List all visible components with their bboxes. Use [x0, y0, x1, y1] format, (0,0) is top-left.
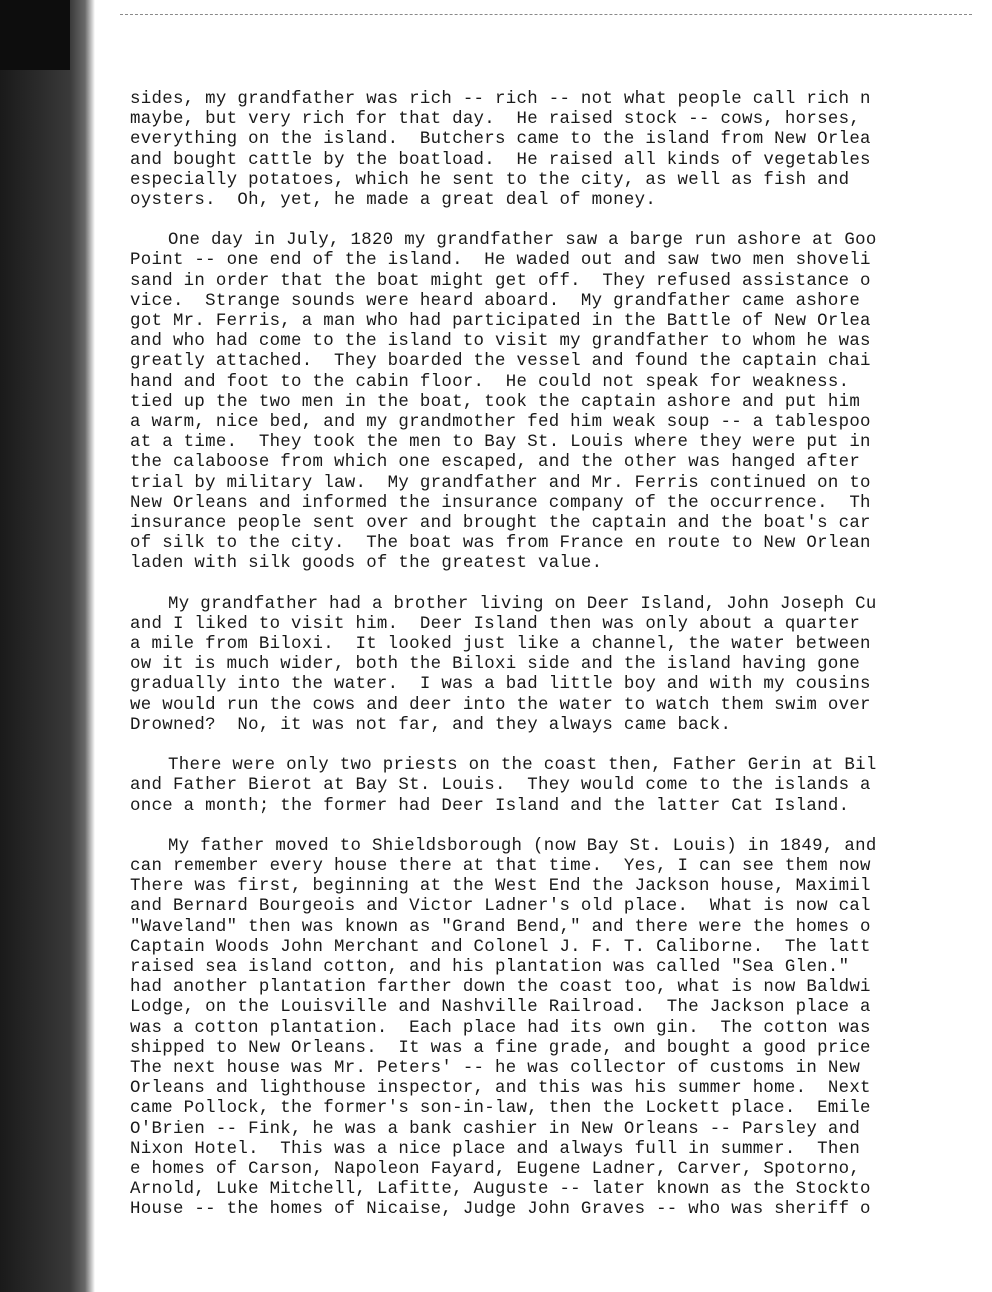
text-line: had another plantation farther down the coast too, what is now Baldwi	[130, 978, 871, 998]
text-line: O'Brien -- Fink, he was a bank cashier in New Orleans -- Parsley and	[130, 1119, 861, 1139]
text-line: sand in order that the boat might get off. They refused assistance o	[130, 271, 871, 291]
text-line: There were only two priests on the coast then, Father Gerin at Bil	[168, 756, 877, 776]
text-line: everything on the island. Butchers came to the island from New Orlea	[130, 130, 871, 150]
scan-binding-edge	[0, 0, 95, 1292]
text-line: and Bernard Bourgeois and Victor Ladner's old place. What is now cal	[130, 897, 871, 917]
text-line: gradually into the water. I was a bad little boy and with my cousins	[130, 675, 871, 695]
text-line: vice. Strange sounds were heard aboard. My grandfather came ashore	[130, 291, 861, 311]
text-line: Arnold, Luke Mitchell, Lafitte, Auguste -- later known as the Stockto	[130, 1180, 871, 1200]
text-line: hand and foot to the cabin floor. He could not speak for weakness.	[130, 372, 850, 392]
text-line: raised sea island cotton, and his plantation was called "Sea Glen."	[130, 957, 850, 977]
text-line: Orleans and lighthouse inspector, and this was his summer home. Next	[130, 1079, 871, 1099]
text-line: The next house was Mr. Peters' -- he was collector of customs in New	[130, 1058, 861, 1078]
paragraph-1	[130, 90, 992, 211]
text-line: New Orleans and informed the insurance company of the occurrence. Th	[130, 493, 871, 513]
text-line: ow it is much wider, both the Biloxi side and the island having gone	[130, 655, 861, 675]
text-line: once a month; the former had Deer Island and the latter Cat Island.	[130, 796, 850, 816]
text-line: and who had come to the island to visit my grandfather to whom he was	[130, 332, 871, 352]
text-line: My father moved to Shieldsborough (now Bay St. Louis) in 1849, and	[168, 836, 877, 856]
scan-corner-shadow	[0, 0, 70, 70]
text-line: "Waveland" then was known as "Grand Bend," and there were the homes o	[130, 917, 871, 937]
text-line: was a cotton plantation. Each place had its own gin. The cotton was	[130, 1018, 871, 1038]
text-line: can remember every house there at that time. Yes, I can see them now	[130, 856, 871, 876]
text-line: tied up the two men in the boat, took the captain ashore and put him	[130, 392, 861, 412]
paragraph-3	[130, 595, 992, 736]
text-line: at a time. They took the men to Bay St. Louis where they were put in	[130, 433, 871, 453]
text-line: got Mr. Ferris, a man who had participated in the Battle of New Orlea	[130, 312, 871, 332]
text-line: a mile from Biloxi. It looked just like a channel, the water between	[130, 635, 871, 655]
text-line: laden with silk goods of the greatest value.	[130, 554, 603, 574]
paragraph-4	[130, 756, 992, 817]
paragraph-2	[130, 231, 992, 574]
text-line: insurance people sent over and brought the captain and the boat's car	[130, 514, 871, 534]
document-body	[130, 90, 992, 1290]
text-line: Captain Woods John Merchant and Colonel J. F. T. Caliborne. The latt	[130, 937, 871, 957]
text-line: the calaboose from which one escaped, and the other was hanged after	[130, 453, 861, 473]
text-line: of silk to the city. The boat was from France en route to New Orlean	[130, 534, 871, 554]
text-line: sides, my grandfather was rich -- rich -- not what people call rich n	[130, 90, 871, 109]
text-line: There was first, beginning at the West End the Jackson house, Maximil	[130, 877, 871, 897]
text-line: Nixon Hotel. This was a nice place and always full in summer. Then	[130, 1139, 861, 1159]
text-line: House -- the homes of Nicaise, Judge John Graves -- who was sheriff o	[130, 1200, 871, 1220]
text-line: e homes of Carson, Napoleon Fayard, Eugene Ladner, Carver, Spotorno,	[130, 1159, 861, 1179]
scan-top-artifact	[120, 14, 972, 16]
text-line: Drowned? No, it was not far, and they always came back.	[130, 715, 732, 735]
text-line: and I liked to visit him. Deer Island then was only about a quarter	[130, 614, 861, 634]
text-line: shipped to New Orleans. It was a fine grade, and bought a good price	[130, 1038, 871, 1058]
text-line: especially potatoes, which he sent to the city, as well as fish and	[130, 170, 850, 190]
text-line: came Pollock, the former's son-in-law, then the Lockett place. Emile	[130, 1099, 871, 1119]
text-line: and bought cattle by the boatload. He raised all kinds of vegetables	[130, 150, 871, 170]
text-line: My grandfather had a brother living on Deer Island, John Joseph Cu	[168, 594, 877, 614]
text-line: and Father Bierot at Bay St. Louis. They would come to the islands a	[130, 776, 871, 796]
text-line: oysters. Oh, yet, he made a great deal of money.	[130, 191, 657, 211]
text-line: One day in July, 1820 my grandfather saw a barge run ashore at Goo	[168, 231, 877, 251]
text-line: Point -- one end of the island. He waded out and saw two men shoveli	[130, 251, 871, 271]
text-line: maybe, but very rich for that day. He raised stock -- cows, horses,	[130, 110, 861, 130]
text-line: Lodge, on the Louisville and Nashville Railroad. The Jackson place a	[130, 998, 871, 1018]
text-line: trial by military law. My grandfather and Mr. Ferris continued on to	[130, 473, 871, 493]
text-line: a warm, nice bed, and my grandmother fed him weak soup -- a tablespoo	[130, 413, 871, 433]
text-line: greatly attached. They boarded the vessel and found the captain chai	[130, 352, 871, 372]
paragraph-5	[130, 837, 992, 1221]
text-line: we would run the cows and deer into the water to watch them swim over	[130, 695, 871, 715]
